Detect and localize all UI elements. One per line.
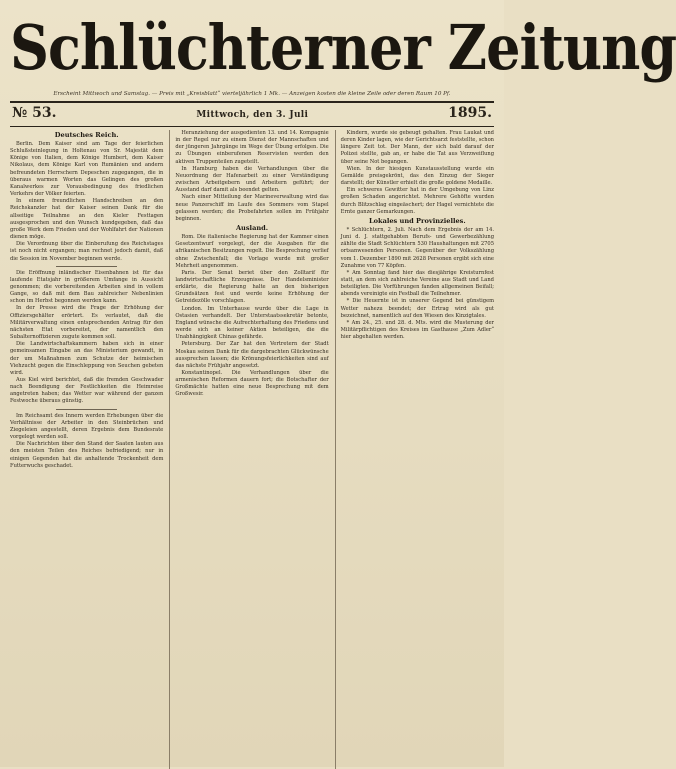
article-paragraph: Wien. In der hiesigen Kunstausstellung wurde ein Gemälde preisgekrönt, das den Einzug der Sieger darstellt; der Künstler erhielt die große goldene Medaille. [340,165,494,187]
section-divider [56,409,117,410]
article-paragraph: In einem freundlichen Handschreiben an den Reichskanzler hat der Kaiser seinen Dank für die allseitige Teilnahme an den Kieler Festtagen ausgesprochen und den Wunsch kundgegeben, daß das große Werk dem Frieden und der Wohlfahrt der Nationen dienen möge. [10,198,164,241]
article-paragraph: * Am Sonntag fand hier das diesjährige Kreisturnfest statt, an dem sich zahlreiche Vereine aus Stadt und Land beteiligten. Die Vorführungen fanden allgemeinen Beifall; abends vereinigte ein Festball die Teilnehmer. [340,269,494,298]
issue-date: Mittwoch, den 3. Juli [196,110,309,120]
column-3 [335,130,494,769]
article-paragraph: Die Eröffnung inländischer Eisenbahnen ist für das laufende Etatsjahr in größerem Umfange in Aussicht genommen; die vorbereitenden Arbeiten sind in vollem Gange, so daß mit dem Bau zahlreicher Nebenlinien schon im Herbst begonnen werden kann. [10,269,164,305]
article-paragraph: * Schlüchtern, 2. Juli. Nach dem Ergebnis der am 14. Juni d. J. stattgehabten Berufs- und Gewerbezählung zählte die Stadt Schlüchtern 530 Haushaltungen mit 2705 ortsanwesenden Personen. Gegenüber der Volkszählung vom 1. Dezember 1890 mit 2628 Personen ergibt sich eine Zunahme von 77 Köpfen. [340,226,494,269]
article-paragraph: Aus Kiel wird berichtet, daß die fremden Geschwader nach Beendigung der Festlichkeiten die Heimreise angetreten haben; das Wetter war während der ganzen Festwoche überaus günstig. [10,377,164,405]
article-paragraph: Rom. Die italienische Regierung hat der Kammer einen Gesetzentwurf vorgelegt, der die Ausgaben für die afrikanischen Besitzungen regelt. Die Besprechung verlief ohne Zwischenfall; die Vorlage wurde mit großer Mehrheit angenommen. [175,234,329,269]
column-2 [169,130,328,769]
article-paragraph: Petersburg. Der Zar hat den Vertretern der Stadt Moskau seinen Dank für die dargebrachten Glückwünsche aussprechen lassen; die Krönungsfeierlichkeiten sind auf das nächste Frühjahr angesetzt. [175,341,329,369]
article-paragraph: Im Reichsamt des Innern werden Erhebungen über die Verhältnisse der Arbeiter in den Steinbrüchen und Ziegeleien angestellt, deren Ergebnis dem Bundesrate vorgelegt werden soll. [10,412,164,441]
article-paragraph: Heranziehung der ausgedienten 13. und 14. Kompagnie in der Regel nur zu einem Dienst der Mannschaften und der jüngeren Jahrgänge im Wege der Übung erfolgen. Die zu Übungen einberufenen Reservisten werden den aktiven Truppenteilen zugeteilt. [175,130,329,165]
article-paragraph: Nach einer Mitteilung der Marineverwaltung wird das neue Panzerschiff im Laufe des Sommers vom Stapel gelassen werden; die Probefahrten sollen im Frühjahr beginnen. [175,194,329,222]
issue-number: № 53. [12,105,57,121]
subscription-line: Erscheint Mittwoch und Samstag. — Preis mit „Kreisblatt“ vierteljährlich 1 Mk. — Anzeigen kosten die kleine Zeile oder deren Raum 10 Pf. [53,91,451,97]
article-paragraph: * Am 24., 25. und 28. d. Mts. wird die Musterung der Militärpflichtigen des Kreises im Gasthause „Zum Adler“ hier abgehalten werden. [340,319,494,341]
article-paragraph: Die Nachrichten über den Stand der Saaten lauten aus den meisten Teilen des Reiches befriedigend; nur in einigen Gegenden hat die anhaltende Trockenheit dem Futterwuchs geschadet. [10,441,164,469]
article-paragraph: In der Presse wird die Frage der Erhöhung der Offiziersgehälter erörtert. Es verlautet, daß die Militärverwaltung einen entsprechenden Antrag für den nächsten Etat vorbereitet, der namentlich den Subalternoffizieren zugute kommen soll. [10,305,164,341]
issue-bar [10,101,494,127]
section-heading: Deutsches Reich. [54,131,119,139]
article-paragraph: Kindern, wurde sie gebeugt gehalten. Frau Laukat und deren Kinder lagen, wie der Gerichtsarzt feststellte, schon längere Zeit tot. Der Mann, der sich bald darauf der Polizei stellte, gab an, er habe die Tat aus Verzweiflung über seine Not begangen. [340,130,494,165]
article-paragraph: London. Im Unterhause wurde über die Lage in Ostasien verhandelt. Der Unterstaatssekretär betonte, England wünsche die Aufrechterhaltung des Friedens und werde sich an keiner Aktion beteiligen, die die Unabhängigkeit Chinas gefährde. [175,305,329,341]
article-paragraph: Die Landwirtschaftskammern haben sich in einer gemeinsamen Eingabe an das Ministerium gewandt, in der um Maßnahmen zum Schutze der heimischen Viehzucht gegen die Einschleppung von Seuchen gebeten wird. [10,341,164,376]
issue-year: 1895. [448,105,492,121]
article-paragraph: Die Verordnung über die Einberufung des Reichstages ist noch nicht ergangen; man rechnet jedoch damit, daß die Session im November beginnen werde. [10,241,164,262]
article-paragraph: * Die Heuernte ist in unserer Gegend bei günstigem Wetter nahezu beendet; der Ertrag wird als gut bezeichnet, namentlich auf den Wiesen des Kinzigtales. [340,298,494,319]
article-paragraph: Konstantinopel. Die Verhandlungen über die armenischen Reformen dauern fort; die Botschafter der Großmächte hatten eine neue Besprechung mit dem Großwesir. [175,370,329,398]
article-paragraph: Ein schweres Gewitter hat in der Umgebung von Linz großen Schaden angerichtet. Mehrere Gehöfte wurden durch Blitzschlag eingeäschert; der Hagel vernichtete die Ernte ganzer Gemarkungen. [340,187,494,215]
article-columns [10,130,494,769]
section-divider [56,266,117,267]
section-heading: Lokales und Provinzielles. [368,216,466,225]
column-1 [10,130,163,769]
section-heading: Ausland. [235,224,269,233]
article-paragraph: In Hamburg haben die Verhandlungen über die Neuordnung der Hafenarbeit zu einer Verständigung zwischen Arbeitgebern und Arbeitern geführt; der Ausstand darf damit als beendet gelten. [175,165,329,194]
masthead-title: Schlüchterner Zeitung [10,10,676,84]
article-paragraph: Paris. Der Senat beriet über den Zolltarif für landwirtschaftliche Erzeugnisse. Der Handelsminister erklärte, die Regierung halte an den bisherigen Grundsätzen fest und werde keine Erhöhung der Getreidezölle vorschlagen. [175,269,329,305]
article-paragraph: Berlin. Dem Kaiser sind am Tage der feierlichen Schlußsteinlegung in Holtenau von Sr. Majestät dem Könige von Italien, dem Könige Humbert, dem Kaiser Nikolaus, dem Könige Karl von Rumänien und andern befreundeten Herrschern Depeschen zugegangen, die in überaus warmen Worten das Gelingen des großen Kanalwerkes zur Vorausbedingung des friedlichen Verkehrs der Völker feierten. [10,141,164,198]
